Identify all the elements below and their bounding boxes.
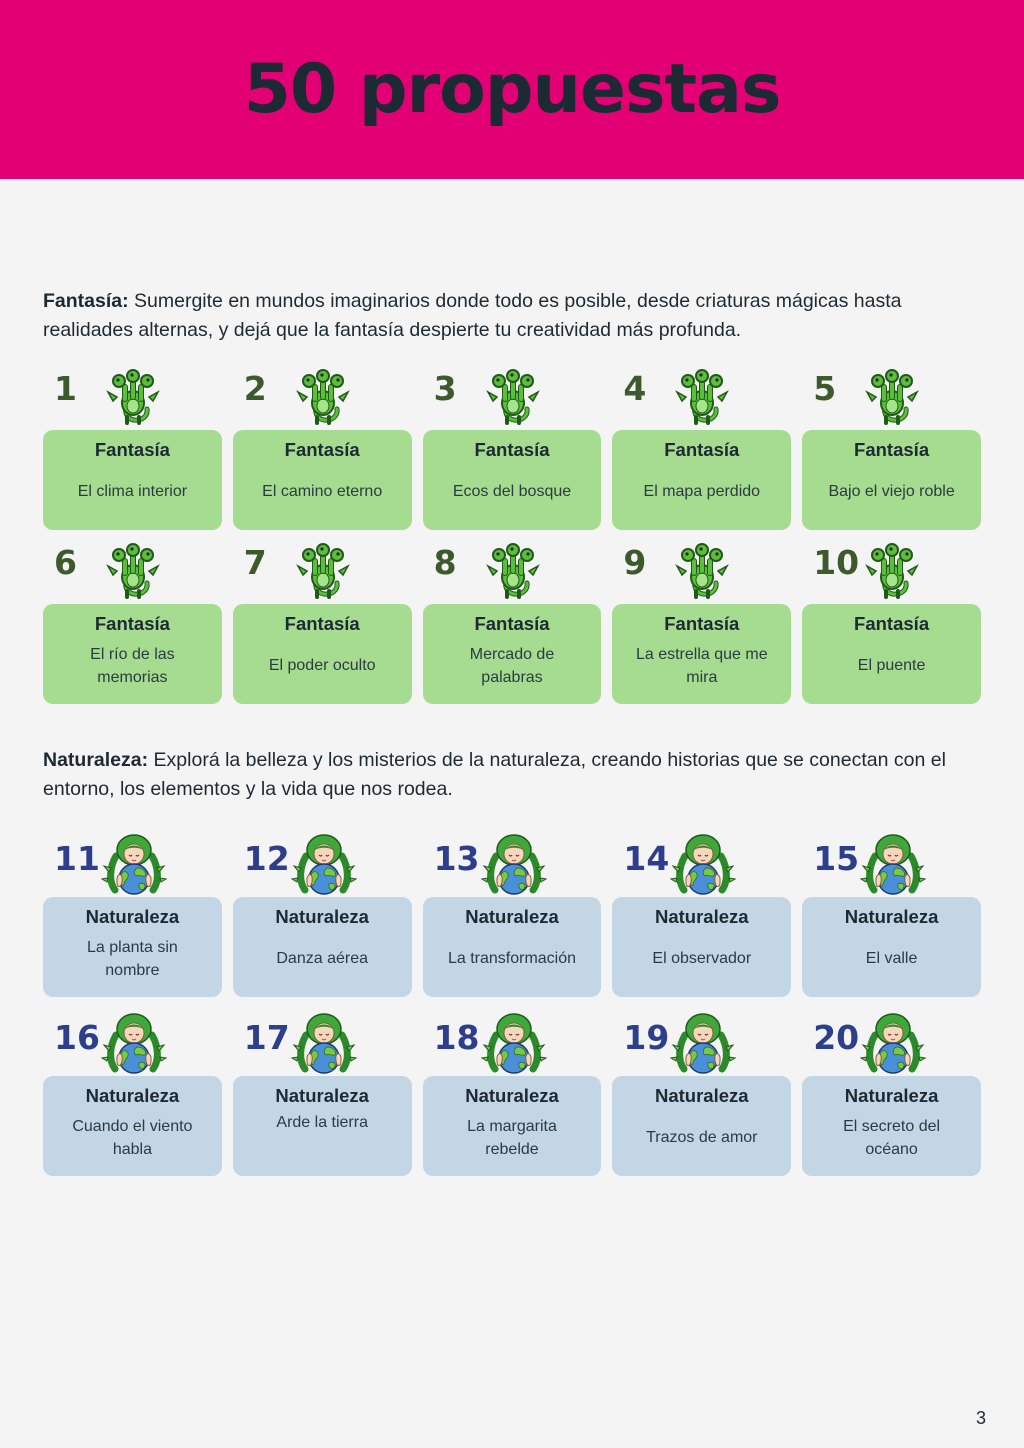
prompt-card-body [802,430,981,530]
prompt-category: Fantasía [664,439,740,460]
fantasia-row-2 [43,541,981,704]
prompt-card-20[interactable] [802,1013,981,1176]
prompt-card-body [423,897,602,997]
prompt-number: 10 [813,543,860,582]
prompt-card-1[interactable] [43,367,222,530]
prompt-number: 12 [243,839,290,878]
prompt-text: La transformación [447,950,577,967]
prompt-number: 4 [623,369,647,408]
fantasia-section-label: Fantasía: [43,290,129,312]
prompt-text: La estrella que me mira [635,645,768,686]
prompt-category: Naturaleza [275,906,369,927]
prompt-category: Fantasía [474,439,550,460]
prompt-category: Naturaleza [844,906,939,927]
prompt-text: Cuando el viento habla [72,1117,193,1158]
prompt-number: 20 [813,1018,860,1057]
prompt-number: 3 [433,369,457,408]
dragon-icon [103,367,163,427]
prompt-number: 13 [433,839,480,878]
prompt-text: Arde la tierra [276,1114,368,1131]
prompt-text: El poder oculto [268,657,376,674]
dragon-icon [672,367,732,427]
dragon-icon [483,541,543,601]
prompt-number: 16 [54,1018,100,1057]
prompt-category: Fantasía [664,613,740,634]
prompt-category: Naturaleza [85,1085,180,1106]
page-number: 3 [975,1408,986,1428]
prompt-number: 17 [243,1018,290,1057]
prompt-category: Fantasía [854,439,930,460]
prompt-number: 11 [54,839,100,878]
prompt-card-2[interactable] [233,367,412,530]
prompt-text: El río de las memorias [90,645,175,686]
prompt-number: 8 [433,543,457,582]
mother-nature-earth-icon [670,832,736,898]
prompt-card-body [423,1076,602,1176]
mother-nature-earth-icon [101,1011,167,1077]
prompt-text: La planta sin nombre [87,938,178,979]
naturaleza-row-2 [43,1013,981,1176]
naturaleza-intro-text: Explorá la belleza y los misterios de la naturaleza, creando historias que se conectan con el entorno, los elementos y la vida que nos rodea. [43,749,946,800]
prompt-card-body [233,430,412,530]
prompt-category: Fantasía [94,613,170,634]
prompt-category: Naturaleza [655,1085,749,1106]
dragon-icon [103,541,163,601]
prompt-card-14[interactable] [612,834,791,997]
prompt-card-10[interactable] [802,541,981,704]
prompt-card-8[interactable] [423,541,602,704]
prompt-card-15[interactable] [802,834,981,997]
fantasia-intro-text: Sumergite en mundos imaginarios donde todo es posible, desde criaturas mágicas hasta realidades alternas, y dejá que la fantasía despierte tu creatividad más profunda. [43,290,902,341]
mother-nature-earth-icon [670,1011,736,1077]
mother-nature-earth-icon [860,832,926,898]
prompt-card-5[interactable] [802,367,981,530]
naturaleza-section-label: Naturaleza: [43,749,149,771]
prompt-card-body [43,604,222,704]
dragon-icon [483,367,543,427]
naturaleza-intro [43,746,988,804]
prompt-card-body [423,430,602,530]
prompt-text: Mercado de palabras [469,645,555,686]
prompt-number: 1 [54,369,77,408]
prompt-category: Naturaleza [844,1085,939,1106]
page-title: 50 propuestas [243,50,781,129]
prompt-card-body [802,897,981,997]
prompt-category: Fantasía [94,439,170,460]
mother-nature-earth-icon [101,832,167,898]
prompt-category: Naturaleza [275,1085,369,1106]
prompt-card-11[interactable] [43,834,222,997]
fantasia-intro [43,287,988,345]
prompt-category: Fantasía [854,613,930,634]
mother-nature-earth-icon [481,1011,547,1077]
title-banner [0,0,1024,179]
prompt-card-body [43,897,222,997]
prompt-number: 18 [433,1018,480,1057]
prompt-card-body [612,604,791,704]
mother-nature-earth-icon [291,832,357,898]
prompt-text: El puente [857,657,926,674]
mother-nature-earth-icon [860,1011,926,1077]
prompt-number: 7 [243,543,267,582]
prompt-card-6[interactable] [43,541,222,704]
prompt-number: 19 [623,1018,670,1057]
prompt-text: La margarita rebelde [467,1117,557,1158]
mother-nature-earth-icon [291,1011,357,1077]
prompt-number: 15 [813,839,860,878]
prompt-text: Ecos del bosque [452,483,572,500]
prompt-card-body [233,604,412,704]
prompt-card-12[interactable] [233,834,412,997]
prompt-text: El observador [652,950,752,967]
naturaleza-row-1 [43,834,981,997]
prompt-card-4[interactable] [612,367,791,530]
prompt-number: 5 [813,369,837,408]
prompt-card-13[interactable] [423,834,602,997]
prompt-text: Trazos de amor [646,1129,758,1146]
dragon-icon [862,541,922,601]
prompt-card-16[interactable] [43,1013,222,1176]
prompt-category: Naturaleza [85,906,180,927]
fantasia-row-1 [43,367,981,530]
prompt-text: El secreto del océano [843,1117,941,1158]
mother-nature-earth-icon [481,832,547,898]
prompt-number: 6 [54,543,77,582]
prompt-text: El valle [865,950,918,967]
prompt-number: 14 [623,839,670,878]
prompt-text: El clima interior [77,483,188,500]
prompt-card-body [802,1076,981,1176]
prompt-category: Fantasía [474,613,550,634]
prompt-text: Bajo el viejo roble [828,483,955,500]
prompt-card-17[interactable] [233,1013,412,1176]
prompt-card-7[interactable] [233,541,412,704]
dragon-icon [293,367,353,427]
dragon-icon [862,367,922,427]
prompt-card-body [43,430,222,530]
prompt-card-3[interactable] [423,367,602,530]
prompt-text: Danza aérea [276,950,368,967]
prompt-category: Naturaleza [655,906,749,927]
prompt-card-body [233,1076,412,1176]
prompt-category: Fantasía [284,439,360,460]
prompt-card-body [423,604,602,704]
prompt-number: 2 [243,369,267,408]
dragon-icon [293,541,353,601]
prompt-card-18[interactable] [423,1013,602,1176]
prompt-category: Fantasía [284,613,360,634]
prompt-card-body [802,604,981,704]
prompt-number: 9 [623,543,647,582]
prompt-card-body [612,1076,791,1176]
dragon-icon [672,541,732,601]
prompt-card-19[interactable] [612,1013,791,1176]
prompt-card-body [612,897,791,997]
prompt-card-9[interactable] [612,541,791,704]
prompt-category: Naturaleza [465,1085,559,1106]
prompt-card-body [233,897,412,997]
prompt-text: El camino eterno [262,483,383,500]
prompt-card-body [612,430,791,530]
prompt-text: El mapa perdido [643,483,761,500]
prompt-category: Naturaleza [465,906,559,927]
prompt-card-body [43,1076,222,1176]
